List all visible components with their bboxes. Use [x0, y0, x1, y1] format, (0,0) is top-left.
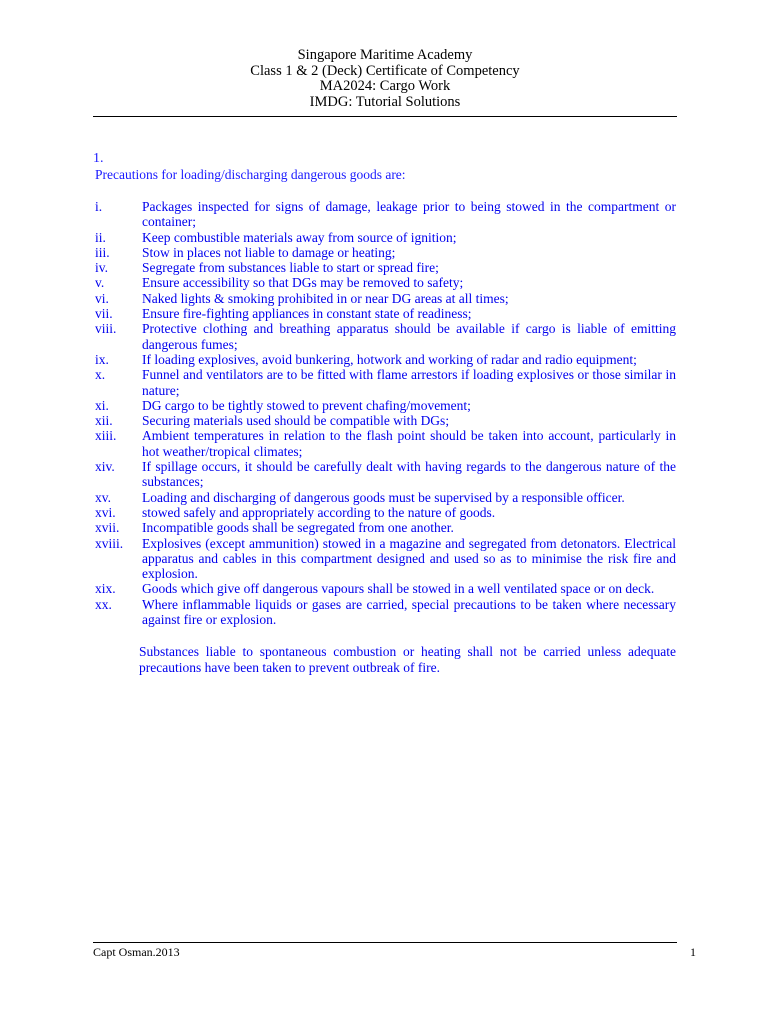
item-number: xvii.: [95, 520, 120, 536]
header-course: Class 1 & 2 (Deck) Certificate of Competency: [250, 62, 520, 79]
list-item: [95, 428, 676, 459]
item-text: Ambient temperatures in relation to the flash point should be taken into account, particularly in hot weather/tropical climates;: [142, 428, 676, 459]
item-number: xv.: [95, 489, 111, 505]
item-number: v.: [95, 275, 105, 291]
item-text: Segregate from substances liable to start or spread fire;: [142, 260, 439, 276]
list-item: [95, 536, 676, 582]
item-number: x.: [95, 367, 106, 383]
item-text: Securing materials used should be compatible with DGs;: [142, 413, 450, 429]
item-text: Ensure fire-fighting appliances in constant state of readiness;: [142, 306, 472, 322]
item-number: xiv.: [95, 459, 115, 475]
item-text: Loading and discharging of dangerous goods must be supervised by a responsible officer.: [142, 489, 625, 505]
item-text: Where inflammable liquids or gases are carried, special precautions to be taken where necessary against fire or explosion.: [142, 596, 676, 628]
list-item: [95, 245, 676, 260]
list-item: [95, 291, 676, 306]
item-number: iv.: [95, 260, 108, 276]
footer-divider: [93, 942, 677, 943]
header-title: IMDG: Tutorial Solutions: [309, 93, 461, 110]
header-module: MA2024: Cargo Work: [319, 78, 451, 94]
item-number: vii.: [95, 306, 113, 322]
item-number: xvi.: [95, 504, 116, 520]
list-item: [95, 321, 676, 352]
item-text: DG cargo to be tightly stowed to prevent chafing/movement;: [142, 397, 471, 413]
item-text: Explosives (except ammunition) stowed in a magazine and segregated from detonators. Electrical apparatus and cables in this compartment designed and used so as to minimise the risk fire and explosion.: [142, 535, 676, 582]
item-number: xviii.: [95, 535, 124, 551]
item-number: xiii.: [95, 428, 117, 444]
list-item: [95, 260, 676, 275]
item-text: stowed safely and appropriately according to the nature of goods.: [142, 504, 496, 520]
list-item: [95, 306, 676, 321]
header-institution: Singapore Maritime Academy: [297, 47, 473, 63]
item-text: Incompatible goods shall be segregated from one another.: [142, 520, 454, 536]
item-number: ii.: [95, 229, 106, 245]
list-item: [95, 367, 676, 398]
header-divider: [93, 116, 677, 117]
list-item: [95, 581, 676, 596]
closing-paragraph: Substances liable to spontaneous combustion or heating shall not be carried unless adequate precautions have been taken to prevent outbreak of fire.: [139, 644, 676, 675]
list-item: [95, 505, 676, 520]
page-number: 1: [690, 945, 696, 959]
item-number: vi.: [95, 290, 109, 306]
item-number: viii.: [95, 321, 117, 337]
question-intro: Precautions for loading/discharging dangerous goods are:: [95, 167, 406, 182]
item-number: xx.: [95, 596, 112, 612]
item-text: If spillage occurs, it should be carefully dealt with having regards to the dangerous nature of the substances;: [142, 459, 676, 490]
item-text: Ensure accessibility so that DGs may be removed to safety;: [142, 275, 464, 291]
list-item: [95, 459, 676, 490]
list-item: [95, 230, 676, 245]
item-number: xix.: [95, 581, 116, 597]
item-text: Naked lights & smoking prohibited in or near DG areas at all times;: [142, 290, 509, 306]
item-text: If loading explosives, avoid bunkering, hotwork and working of radar and radio equipment;: [142, 351, 637, 367]
item-number: iii.: [95, 244, 110, 260]
item-number: i.: [95, 199, 103, 214]
list-item: [95, 597, 676, 628]
footer-author: Capt Osman.2013: [93, 945, 180, 959]
list-item: [95, 398, 676, 413]
list-item: [95, 275, 676, 290]
list-item: [95, 199, 676, 230]
item-text: Stow in places not liable to damage or heating;: [142, 244, 396, 260]
precautions-list: [95, 199, 676, 627]
list-item: [95, 352, 676, 367]
item-text: Funnel and ventilators are to be fitted with flame arrestors if loading explosives or those similar in nature;: [142, 367, 676, 398]
list-item: [95, 490, 676, 505]
item-text: Packages inspected for signs of damage, leakage prior to being stowed in the compartment or container;: [142, 199, 676, 230]
list-item: [95, 520, 676, 535]
item-text: Protective clothing and breathing apparatus should be available if cargo is liable of emitting dangerous fumes;: [142, 321, 676, 352]
question-number: 1.: [93, 151, 104, 166]
item-number: xi.: [95, 397, 109, 413]
document-header: [93, 48, 677, 110]
list-item: [95, 413, 676, 428]
item-number: ix.: [95, 351, 109, 367]
item-text: Keep combustible materials away from source of ignition;: [142, 229, 457, 245]
item-number: xii.: [95, 413, 113, 429]
item-text: Goods which give off dangerous vapours shall be stowed in a well ventilated space or on deck.: [142, 581, 655, 597]
